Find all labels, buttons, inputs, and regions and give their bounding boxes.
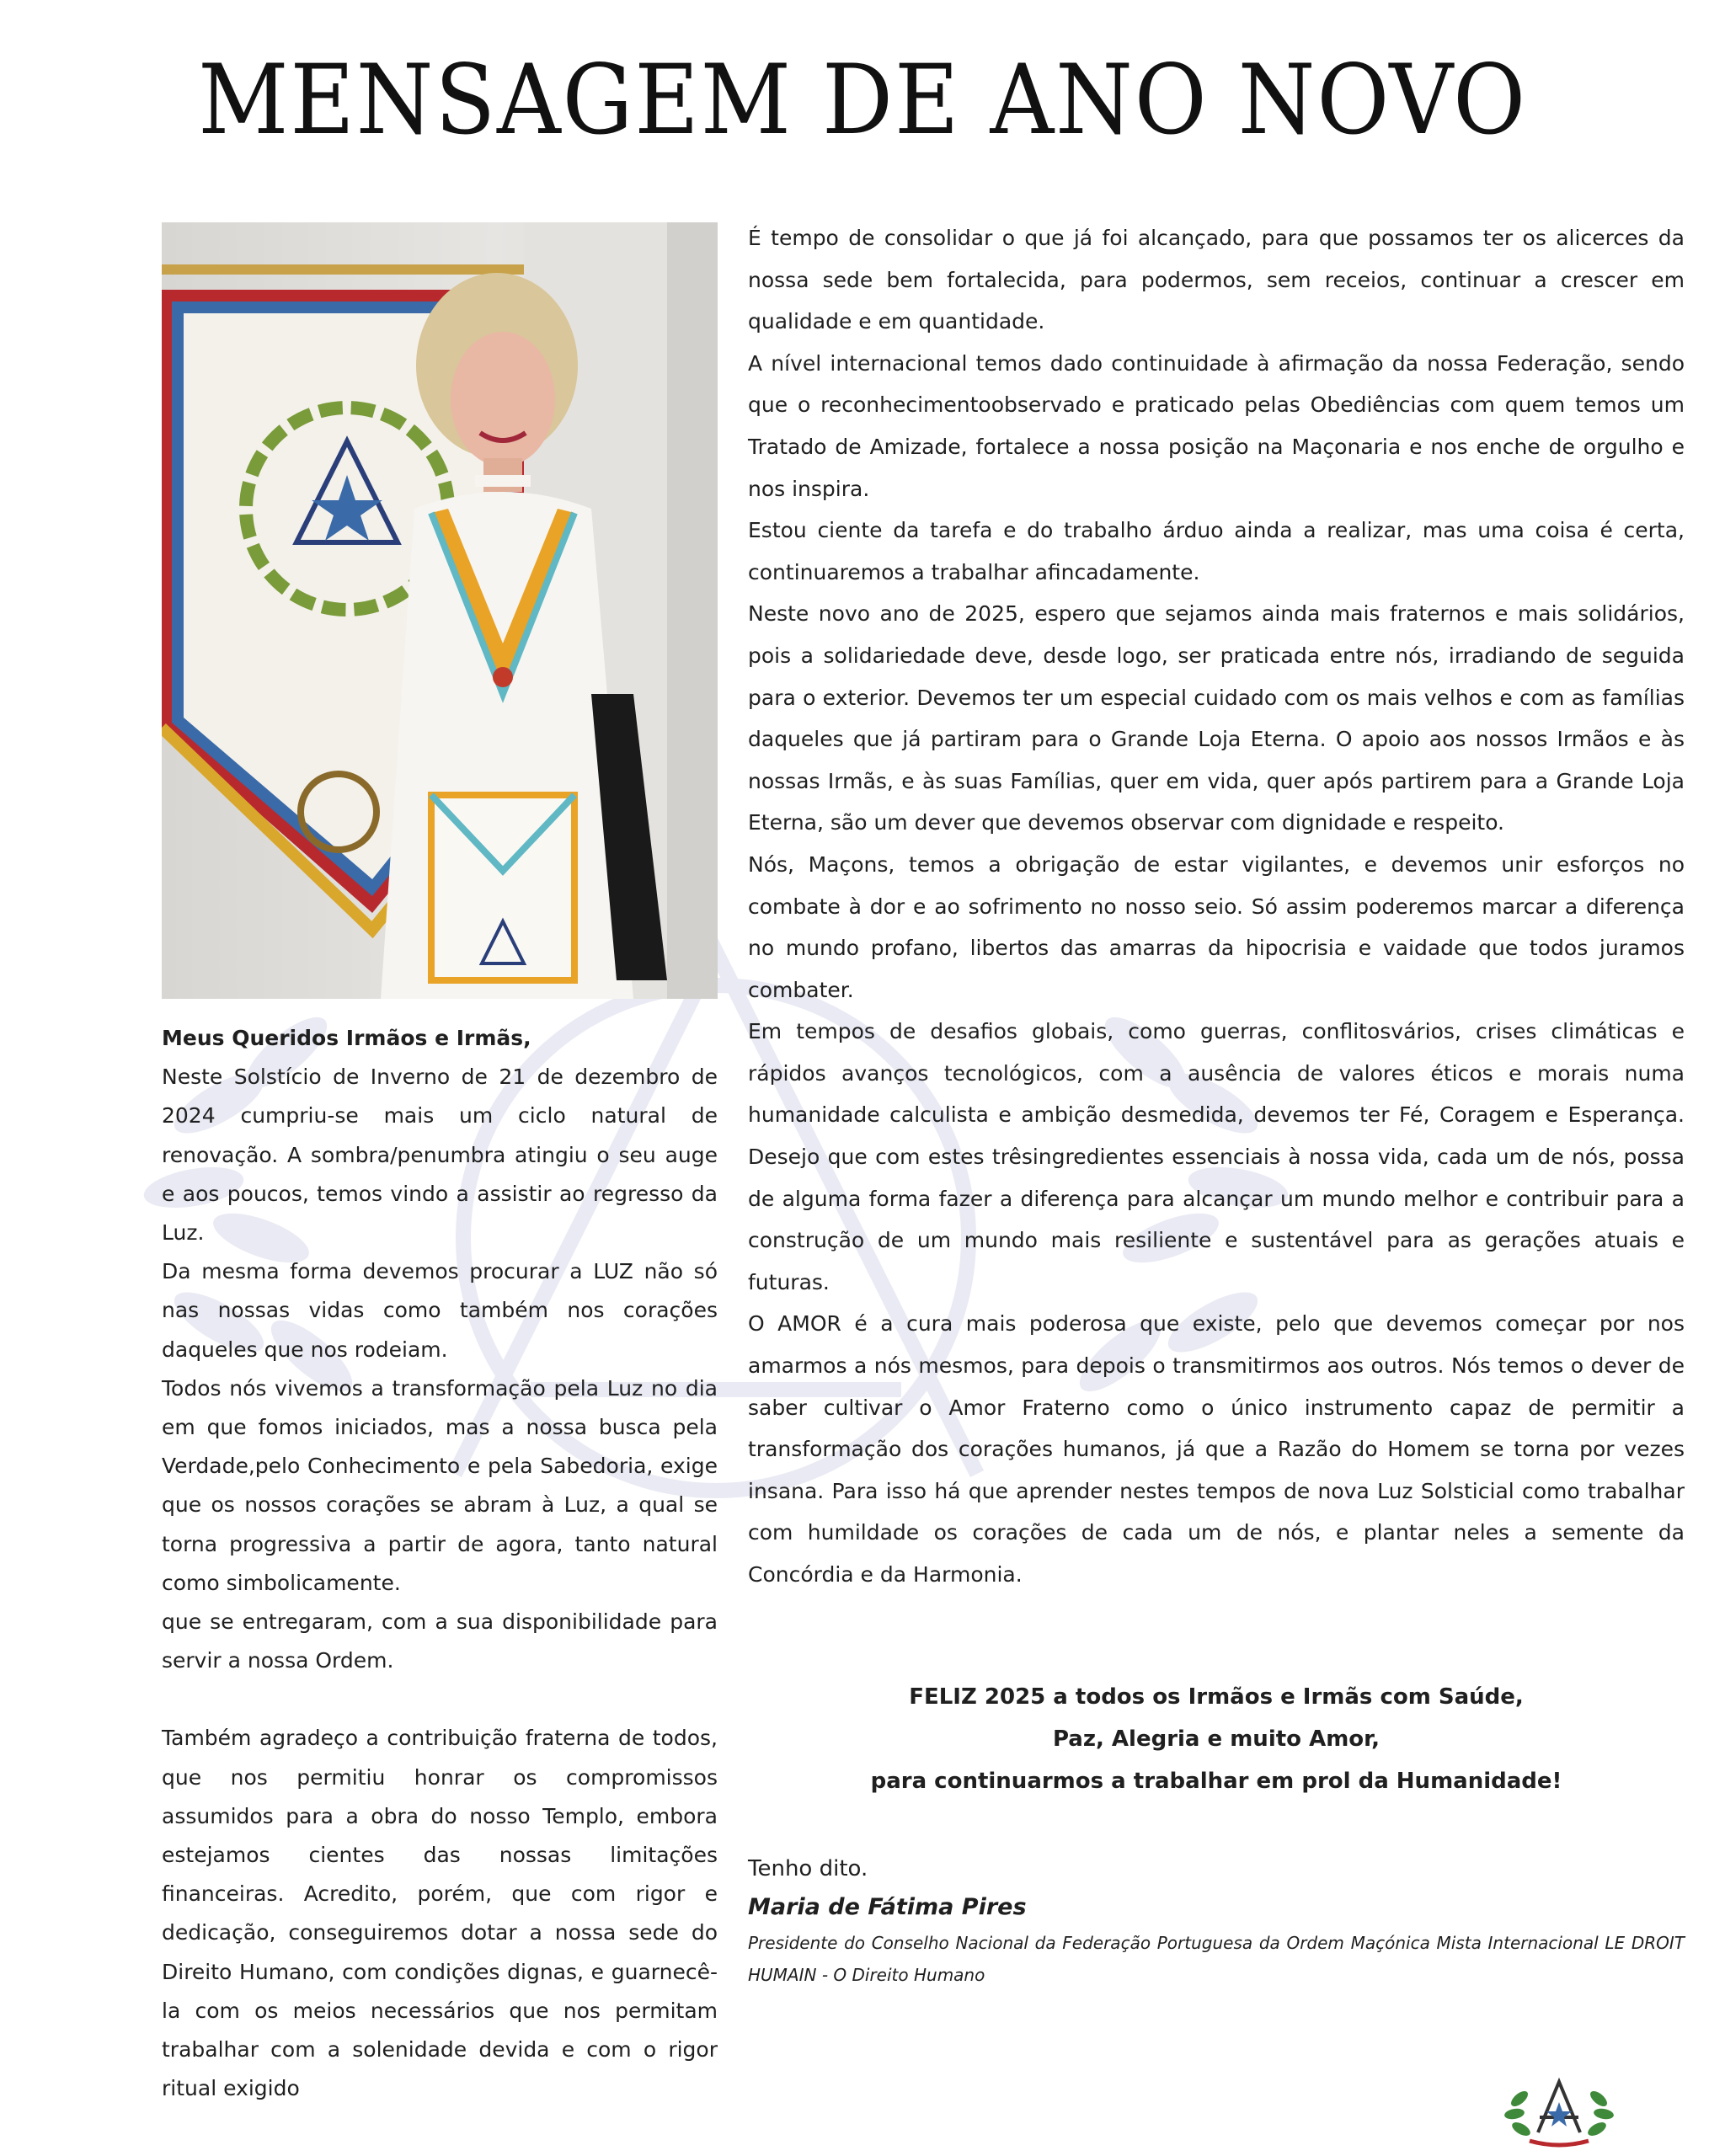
closing-greeting (748, 1676, 1685, 1802)
paragraph: Neste novo ano de 2025, espero que sejamos ainda mais fraternos e mais solidários, pois a solidariedade deve, desde logo, ser praticada entre nós, irradiando de seguida para o exterior. Devemos ter um especial cuidado com os mais velhos e com as famílias daqueles que já partiram para o Grande Loja Eterna. O apoio aos nossos Irmãos e às nossas Irmãs, e às suas Famílias, quer em vida, quer após partirem para a Grande Loja Eterna, são um dever que devemos observar com dignidade e respeito. (748, 601, 1685, 835)
paragraph: A nível internacional temos dado continuidade à afirmação da nossa Federação, sendo que o reconhecimentoobservado e praticado pelas Obediências com quem temos um Tratado de Amizade, fortalece a nossa posição na Maçonaria e nos enche de orgulho e nos inspira. (748, 350, 1685, 501)
signatory-name: Maria de Fátima Pires (748, 1894, 1027, 1920)
masonic-emblem-icon (1496, 2065, 1622, 2149)
paragraph: É tempo de consolidar o que já foi alcançado, para que possamos ter os alicerces da nossa sede bem fortalecida, para podermos, sem receios, continuar a crescer em qualidade e em quantidade. (748, 226, 1685, 334)
paragraph: Em tempos de desafios globais, como guerras, conflitosvários, crises climáticas e rápidos avanços tecnológicos, com a ausência de valores éticos e morais numa humanidade calculista e ambição desmedida, devemos ter Fé, Coragem e Esperança. Desejo que com estes trêsingredientes essenciais à nossa vida, cada um de nós, possa de alguma forma fazer a diferença para alcançar um mundo melhor e contribuir para a construção de um mundo mais resiliente e sustentável para as gerações atuais e futuras. (748, 1019, 1685, 1294)
paragraph-gap (162, 1680, 718, 1719)
greeting: Meus Queridos Irmãos e Irmãs, (162, 1026, 531, 1050)
paragraph: Estou ciente da tarefa e do trabalho árduo ainda a realizar, mas uma coisa é certa, continuaremos a trabalhar afincadamente. (748, 518, 1685, 584)
page-title: MENSAGEM DE ANO NOVO (198, 44, 1527, 156)
right-column (748, 217, 1685, 1596)
paragraph: Também agradeço a contribuição fraterna de todos, que nos permitiu honrar os compromissos assumidos para a obra do nosso Templo, embora estejamos cientes das nossas limitações financeiras. Acredito, porém, que com rigor e dedicação, conseguiremos dotar a nossa sede do Direito Humano, com condições dignas, e guarnecê-la com os meios necessários que nos permitam trabalhar com a solenidade devida e com o rigor ritual exigido (162, 1726, 718, 2101)
closing-line: Paz, Alegria e muito Amor, (1052, 1726, 1381, 1752)
paragraph: O AMOR é a cura mais poderosa que existe, pelo que devemos começar por nos amarmos a nós mesmos, para depois o transmitirmos aos outros. Nós temos o dever de saber cultivar o Amor Fraterno como o único instrumento capaz de permitir a transformação dos corações humanos, já que a Razão do Homem se torna por vezes insana. Para isso há que aprender nestes tempos de nova Luz Solsticial como trabalhar com humildade os corações de cada um de nós, e plantar neles a semente da Concórdia e da Harmonia. (748, 1311, 1685, 1587)
paragraph: Da mesma forma devemos procurar a LUZ não só nas nossas vidas como também nos corações daqueles que nos rodeiam. (162, 1259, 718, 1362)
paragraph: Neste Solstício de Inverno de 21 de dezembro de 2024 cumpriu-se mais um ciclo natural de renovação. A sombra/penumbra atingiu o seu auge e aos poucos, temos vindo a assistir ao regresso da Luz. (162, 1065, 718, 1246)
signatory-role: Presidente do Conselho Nacional da Federação Portuguesa da Ordem Maçónica Mista Internacional LE DROIT HUMAIN - O Direito Humano (748, 1933, 1685, 1985)
paragraph: Todos nós vivemos a transformação pela Luz no dia em que fomos iniciados, mas a nossa busca pela Verdade,pelo Conhecimento e pela Sabedoria, exige que os nossos corações se abram à Luz, a qual se torna progressiva a partir de agora, tanto natural como simbolicamente. (162, 1375, 718, 1595)
paragraph: que se entregaram, com a sua disponibilidade para servir a nossa Ordem. (162, 1609, 718, 1673)
paragraph: Nós, Maçons, temos a obrigação de estar vigilantes, e devemos unir esforços no combate à dor e ao sofrimento no nosso seio. Só assim poderemos marcar a diferença no mundo profano, libertos das amarras da hipocrisia e vaidade que todos juramos combater. (748, 851, 1685, 1002)
closing-line: para continuarmos a trabalhar em prol da Humanidade! (870, 1769, 1562, 1794)
portrait-photo (162, 222, 718, 999)
closing-line: FELIZ 2025 a todos os Irmãos e Irmãs com Saúde, (909, 1684, 1524, 1710)
sign-off-phrase: Tenho dito. (748, 1856, 868, 1881)
signature-block (748, 1849, 1685, 1991)
left-column (162, 1019, 718, 2108)
